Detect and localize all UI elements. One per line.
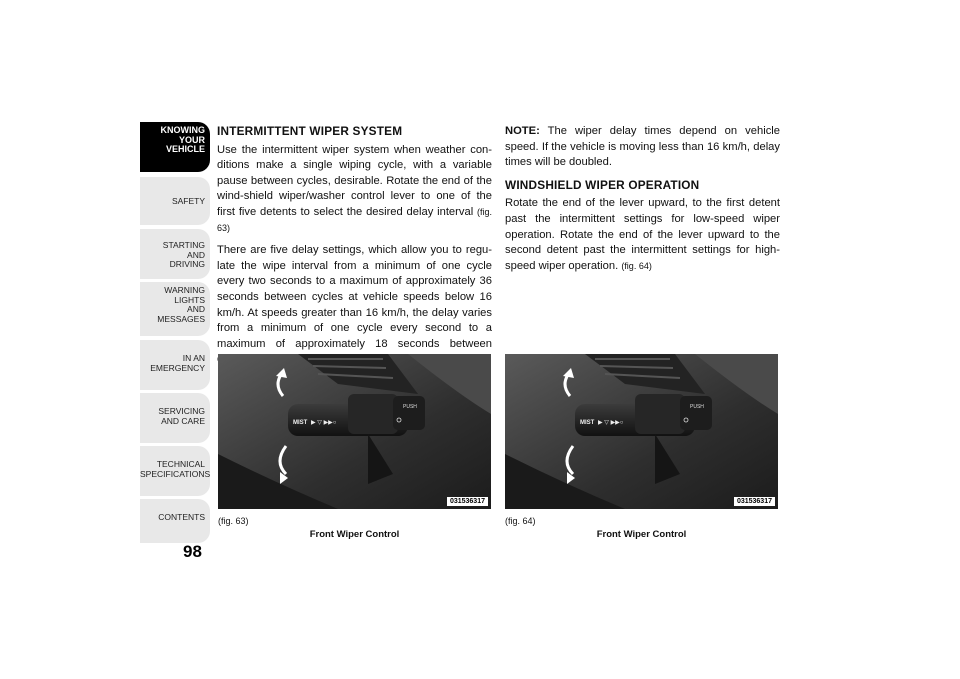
wiper-lever-illustration xyxy=(218,354,491,509)
paragraph: Rotate the end of the lever upward, to the first detent past the intermittent settings for low-speed wiper operation. Rotate the end of the lever upward to the second detent past the intermittent settings for high-speed wiper operation. (fig. 64) xyxy=(505,197,780,272)
figure-number: (fig. 64) xyxy=(505,516,536,526)
figure-wiper-control-63 xyxy=(218,354,491,509)
svg-text:▶ ▽ ▶▶○: ▶ ▽ ▶▶○ xyxy=(598,420,624,426)
mist-label: MIST xyxy=(580,420,595,426)
figure-code: 031536317 xyxy=(447,497,488,506)
push-label: PUSH xyxy=(403,404,417,410)
section-heading-intermittent: INTERMITTENT WIPER SYSTEM xyxy=(217,124,403,138)
mist-label: MIST xyxy=(293,420,308,426)
figure-reference[interactable]: (fig. 64) xyxy=(621,260,652,271)
paragraph: There are five delay settings, which allow you to regu-late the wipe interval from a minimum of one cycle every two seconds to a maximum of approximately 36 seconds between cycles at vehicle speeds below 16 km/h. At speeds greater than 16 km/h, the delay varies from a minimum of one cycle every second to a maximum of approximately 18 seconds between xyxy=(217,244,492,350)
figure-caption: Front Wiper Control xyxy=(596,529,687,540)
note: NOTE: The wiper delay times depend on vehicle speed. If the vehicle is moving less than 16 km/h, delay times will be doubled. xyxy=(505,125,780,169)
tab-starting-and-driving[interactable]: STARTING AND DRIVING xyxy=(140,229,210,279)
tab-in-an-emergency[interactable]: IN AN EMERGENCY xyxy=(140,340,210,390)
figure-number: (fig. 63) xyxy=(218,516,249,526)
figure-reference[interactable]: (fig. 63) xyxy=(217,206,493,233)
figure-caption: Front Wiper Control xyxy=(309,529,400,540)
tab-safety[interactable]: SAFETY xyxy=(140,177,210,225)
section-heading-windshield: WINDSHIELD WIPER OPERATION xyxy=(505,177,700,192)
tab-knowing-your-vehicle[interactable]: KNOWING YOUR VEHICLE xyxy=(140,122,210,172)
page-number: 98 xyxy=(183,542,202,561)
note-label: NOTE: xyxy=(505,125,540,137)
tab-contents[interactable]: CONTENTS xyxy=(140,499,210,543)
wiper-lever-illustration xyxy=(505,354,778,509)
tab-technical-specifications[interactable]: TECHNICAL SPECIFICATIONS xyxy=(140,446,210,496)
tab-warning-lights[interactable]: WARNING LIGHTS AND MESSAGES xyxy=(140,282,210,336)
svg-text:▶ ▽ ▶▶○: ▶ ▽ ▶▶○ xyxy=(311,420,337,426)
figure-wiper-control-64 xyxy=(505,354,778,509)
tab-servicing-and-care[interactable]: SERVICING AND CARE xyxy=(140,393,210,443)
paragraph: Use the intermittent wiper system when weather con-ditions make a single wiping cycle, with a variable pause between cycles, desirable. Rotate the end of the wind-shield wiper/washer control lever to one of the first five detents to select the desired delay interval (fig. 63) xyxy=(217,143,493,233)
figure-code: 031536317 xyxy=(734,497,775,506)
push-label: PUSH xyxy=(690,404,704,410)
right-column xyxy=(505,124,780,281)
left-column xyxy=(217,124,492,375)
